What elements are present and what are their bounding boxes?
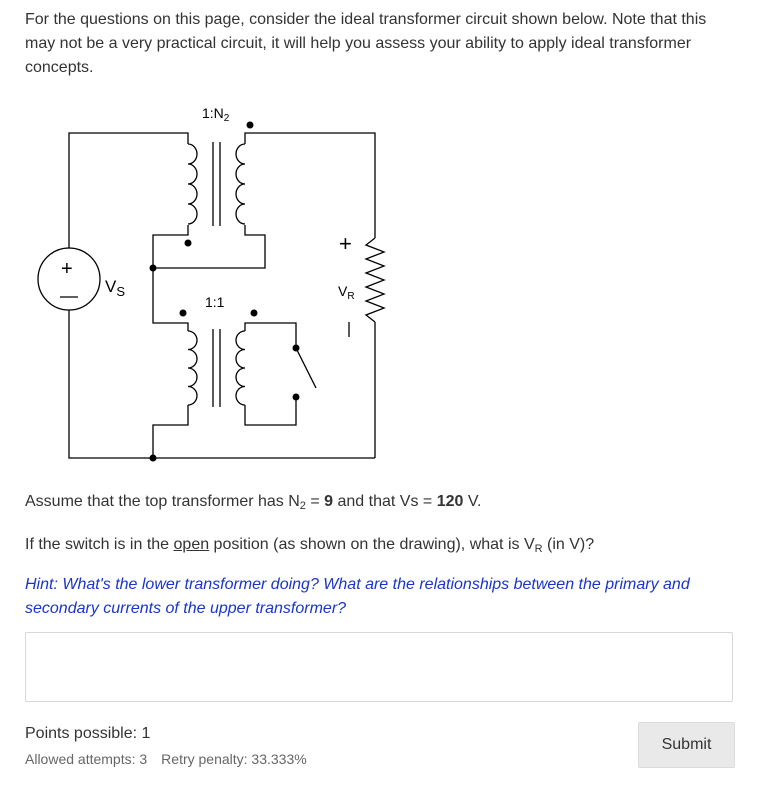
switch-bottom-contact (293, 394, 300, 401)
source-label: $V_S$ (105, 277, 126, 299)
top-secondary-dot (247, 122, 254, 129)
bottom-primary-coil (188, 331, 197, 405)
wire-top-primary-bottom (153, 225, 265, 268)
points-possible: Points possible: 1 (25, 725, 151, 742)
junction-lower (150, 455, 157, 462)
hint-text: Hint: What's the lower transformer doing? What are the relationships between the primary and secondary currents of the upper transformer? (25, 576, 690, 617)
attempts-info (25, 751, 307, 767)
intro-text: For the questions on this page, consider the ideal transformer circuit shown below. Note that this may not be a very practical circuit, it will help you assess your ability to apply ideal transformer concepts. (25, 11, 707, 76)
n2-value: 9 (324, 493, 334, 510)
bottom-core (213, 329, 220, 407)
transformer-circuit-diagram (0, 90, 420, 470)
top-ratio-label: $1:N_2$ (202, 105, 230, 124)
wire-bottom-secondary-bottom (245, 397, 296, 425)
allowed-attempts: Allowed attempts: 3 (25, 751, 148, 767)
switch-blade (296, 348, 316, 388)
wire-left-loop (69, 133, 188, 260)
question-text: If the switch is in the open position (as shown on the drawing), what is $V_R$ (in V)? (25, 536, 595, 555)
bottom-ratio-label: 1:1 (205, 294, 225, 310)
vs-value: 120 (436, 493, 464, 510)
assume-text: Assume that the top transformer has $N_2 = 9$ and that Vs = 120 V. (25, 493, 482, 512)
bottom-secondary-coil (236, 331, 245, 405)
top-secondary-coil (236, 144, 245, 224)
wire-left-bottom (69, 297, 375, 458)
wire-bottom-secondary-top (245, 323, 296, 348)
top-primary-dot (185, 240, 192, 247)
top-core (213, 142, 220, 226)
bottom-secondary-dot (251, 310, 258, 317)
resistor-label: $V_R$ (338, 283, 355, 302)
retry-penalty: Retry penalty: 33.333% (161, 751, 307, 767)
bottom-primary-dot (180, 310, 187, 317)
resistor-zigzag (366, 238, 384, 322)
junction-upper (150, 265, 157, 272)
answer-input[interactable] (25, 632, 733, 702)
resistor-plus: + (339, 231, 352, 256)
wire-top-secondary (245, 133, 375, 238)
top-primary-coil (188, 144, 197, 224)
source-plus: + (61, 258, 73, 280)
wire-bottom-primary-bottom (153, 405, 188, 458)
wire-bottom-primary-top (153, 268, 188, 331)
switch-top-contact (293, 345, 300, 352)
submit-button[interactable]: Submit (638, 722, 735, 768)
